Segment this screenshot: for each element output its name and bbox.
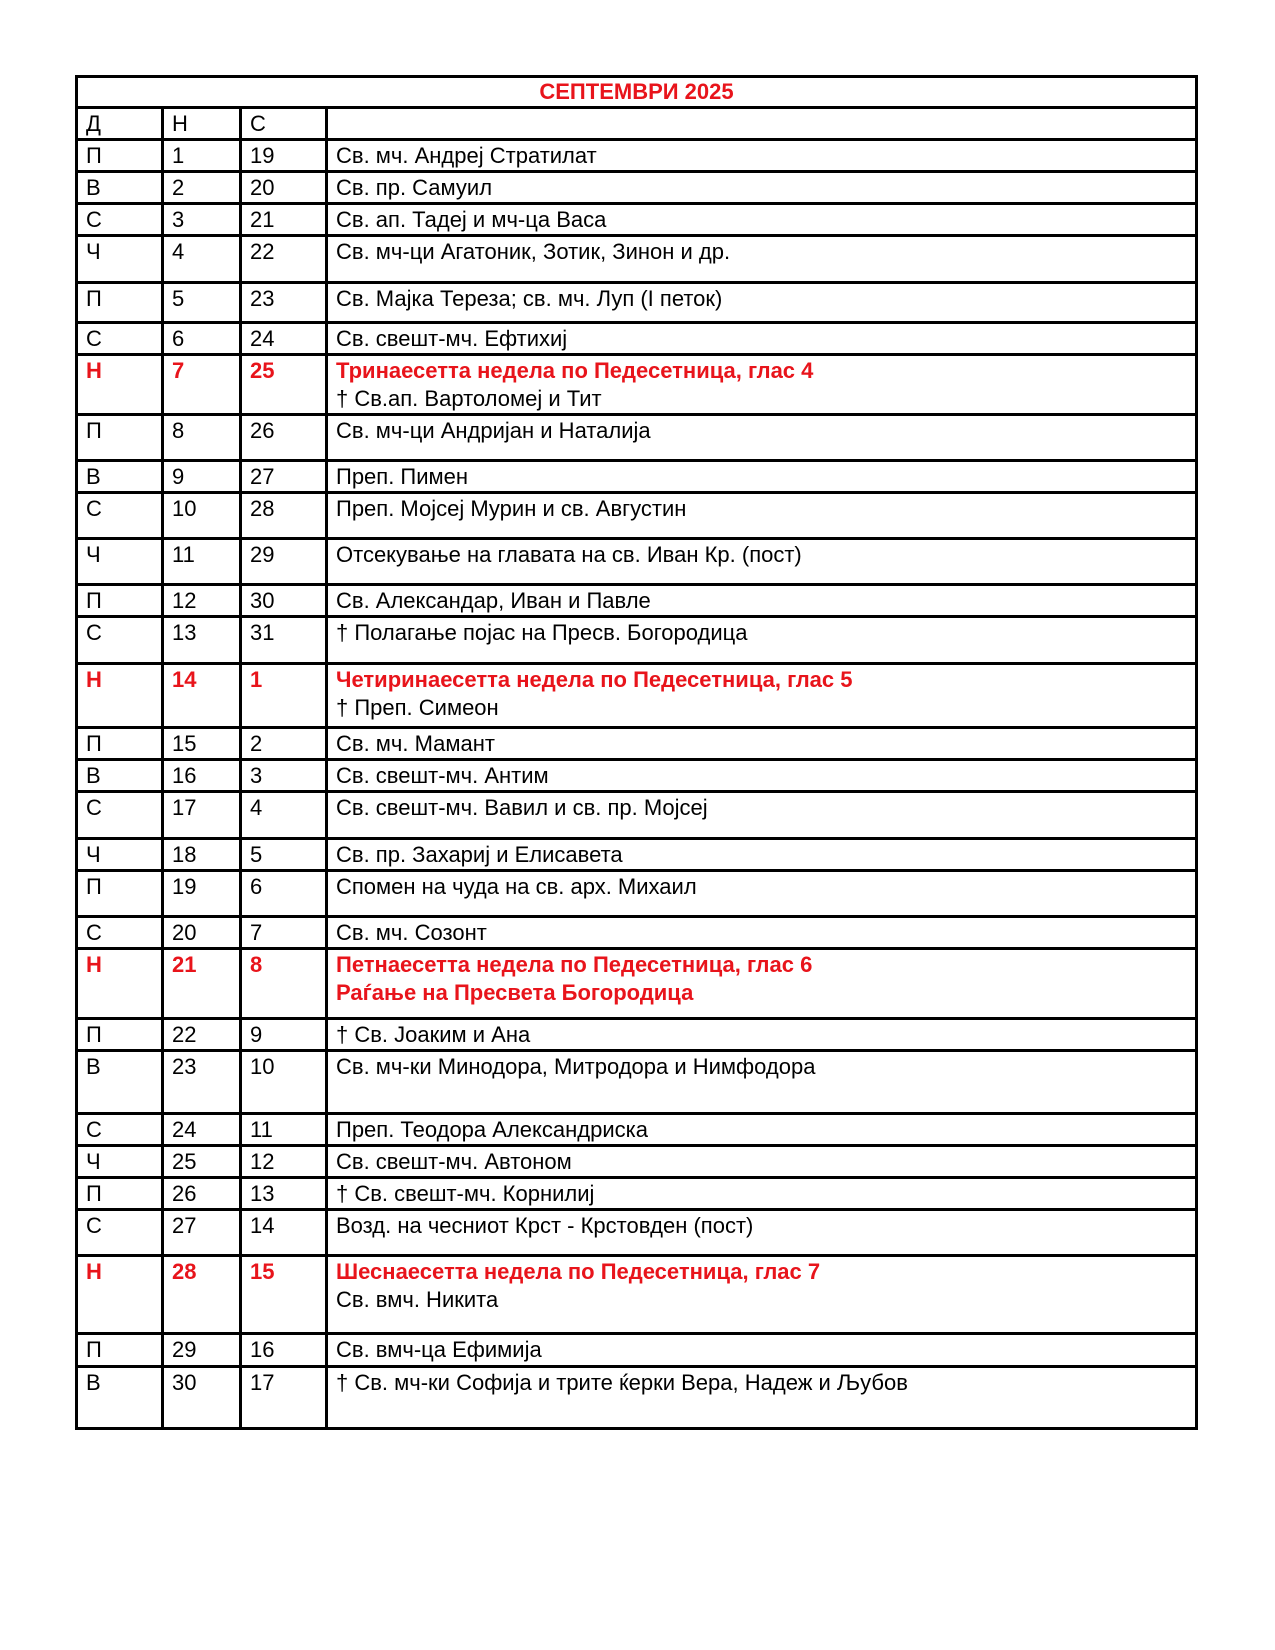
description-cell (327, 1019, 1197, 1051)
description-line: Петнаесетта недела по Педесетница, глас 6 (336, 952, 813, 977)
calendar-row (77, 323, 1197, 355)
calendar-row (77, 539, 1197, 585)
new-date-cell: 20 (163, 917, 241, 949)
description-line: † Св. свешт-мч. Корнилиј (336, 1181, 595, 1206)
new-date-cell: 29 (163, 1334, 241, 1367)
header-row (77, 108, 1197, 140)
description-line: † Св. мч-ки Софија и трите ќерки Вера, Надеж и Љубов (336, 1370, 908, 1395)
description-line: † Полагање појас на Пресв. Богородица (336, 620, 748, 645)
description-line: Св. пр. Самуил (336, 175, 493, 200)
calendar-row (77, 792, 1197, 839)
new-date-cell: 3 (163, 204, 241, 236)
description-cell (327, 140, 1197, 172)
day-cell: С (77, 1114, 163, 1146)
day-cell: С (77, 1210, 163, 1256)
calendar-table (75, 75, 1198, 1430)
old-date-cell: 23 (241, 283, 327, 323)
day-cell: С (77, 204, 163, 236)
new-date-cell: 17 (163, 792, 241, 839)
old-date-cell: 22 (241, 236, 327, 283)
calendar-row (77, 1256, 1197, 1334)
day-cell: Ч (77, 1146, 163, 1178)
description-line: Преп. Теодора Александриска (336, 1117, 648, 1142)
description-cell (327, 236, 1197, 283)
old-date-cell: 6 (241, 871, 327, 917)
new-date-cell: 8 (163, 415, 241, 461)
old-date-cell: 8 (241, 949, 327, 1019)
description-cell (327, 1367, 1197, 1429)
description-cell (327, 617, 1197, 664)
description-cell (327, 760, 1197, 792)
description-line: Св. пр. Захариј и Елисавета (336, 842, 623, 867)
calendar-row (77, 415, 1197, 461)
description-line: Св. мч. Созонт (336, 920, 487, 945)
description-cell (327, 283, 1197, 323)
day-cell: П (77, 728, 163, 760)
description-cell (327, 585, 1197, 617)
calendar-row (77, 1051, 1197, 1114)
description-line: Св. свешт-мч. Ефтихиј (336, 326, 568, 351)
day-cell: Ч (77, 539, 163, 585)
description-cell (327, 949, 1197, 1019)
description-line: Св. мч-ки Минодора, Митродора и Нимфодора (336, 1054, 816, 1079)
day-cell: П (77, 1334, 163, 1367)
calendar-row (77, 172, 1197, 204)
description-line: Преп. Мојсеј Мурин и св. Августин (336, 496, 687, 521)
description-cell (327, 1178, 1197, 1210)
old-date-cell: 25 (241, 355, 327, 415)
old-date-cell: 24 (241, 323, 327, 355)
description-cell (327, 1334, 1197, 1367)
description-cell (327, 172, 1197, 204)
description-line: Четиринаесетта недела по Педесетница, глас 5 (336, 667, 853, 692)
description-line: Св. свешт-мч. Автоном (336, 1149, 572, 1174)
description-subline: Раѓање на Пресвета Богородица (336, 980, 694, 1005)
day-cell: С (77, 917, 163, 949)
new-date-cell: 21 (163, 949, 241, 1019)
title-row (77, 77, 1197, 108)
description-cell (327, 1256, 1197, 1334)
description-cell (327, 728, 1197, 760)
day-cell: В (77, 461, 163, 493)
description-subline: † Преп. Симеон (336, 695, 499, 720)
description-line: Преп. Пимен (336, 464, 469, 489)
description-line: Св. Александар, Иван и Павле (336, 588, 651, 613)
new-date-cell: 10 (163, 493, 241, 539)
description-cell (327, 461, 1197, 493)
new-date-cell: 25 (163, 1146, 241, 1178)
new-date-cell: 12 (163, 585, 241, 617)
old-date-cell: 1 (241, 664, 327, 728)
day-cell: П (77, 1019, 163, 1051)
description-cell (327, 1114, 1197, 1146)
old-date-cell: 5 (241, 839, 327, 871)
old-date-cell: 20 (241, 172, 327, 204)
description-cell (327, 355, 1197, 415)
day-cell: В (77, 172, 163, 204)
calendar-row (77, 461, 1197, 493)
new-date-cell: 30 (163, 1367, 241, 1429)
day-cell: П (77, 1178, 163, 1210)
calendar-row (77, 1114, 1197, 1146)
header-description (327, 108, 1197, 140)
description-line: Св. вмч-ца Ефимија (336, 1337, 542, 1362)
old-date-cell: 26 (241, 415, 327, 461)
new-date-cell: 4 (163, 236, 241, 283)
description-line: † Св. Јоаким и Ана (336, 1022, 531, 1047)
new-date-cell: 28 (163, 1256, 241, 1334)
old-date-cell: 15 (241, 1256, 327, 1334)
header-day: Д (77, 108, 163, 140)
new-date-cell: 22 (163, 1019, 241, 1051)
description-line: Св. ап. Тадеј и мч-ца Васа (336, 207, 607, 232)
new-date-cell: 27 (163, 1210, 241, 1256)
old-date-cell: 28 (241, 493, 327, 539)
old-date-cell: 2 (241, 728, 327, 760)
day-cell: Н (77, 664, 163, 728)
calendar-row (77, 236, 1197, 283)
day-cell: П (77, 585, 163, 617)
day-cell: С (77, 617, 163, 664)
day-cell: Ч (77, 236, 163, 283)
day-cell: Н (77, 1256, 163, 1334)
calendar-row (77, 617, 1197, 664)
old-date-cell: 3 (241, 760, 327, 792)
calendar-row (77, 493, 1197, 539)
calendar-row (77, 1178, 1197, 1210)
new-date-cell: 11 (163, 539, 241, 585)
description-cell (327, 839, 1197, 871)
calendar-row (77, 355, 1197, 415)
new-date-cell: 18 (163, 839, 241, 871)
description-line: Св. мч. Мамант (336, 731, 496, 756)
calendar-row (77, 1146, 1197, 1178)
new-date-cell: 7 (163, 355, 241, 415)
old-date-cell: 21 (241, 204, 327, 236)
old-date-cell: 19 (241, 140, 327, 172)
new-date-cell: 26 (163, 1178, 241, 1210)
description-line: Св. свешт-мч. Антим (336, 763, 549, 788)
calendar-row (77, 664, 1197, 728)
old-date-cell: 7 (241, 917, 327, 949)
old-date-cell: 17 (241, 1367, 327, 1429)
calendar-row (77, 585, 1197, 617)
day-cell: П (77, 283, 163, 323)
old-date-cell: 27 (241, 461, 327, 493)
description-line: Тринаесетта недела по Педесетница, глас 4 (336, 358, 814, 383)
new-date-cell: 23 (163, 1051, 241, 1114)
description-cell (327, 204, 1197, 236)
day-cell: В (77, 1367, 163, 1429)
old-date-cell: 14 (241, 1210, 327, 1256)
day-cell: В (77, 760, 163, 792)
day-cell: П (77, 140, 163, 172)
description-cell (327, 917, 1197, 949)
description-cell (327, 792, 1197, 839)
calendar-title: СЕПТЕМВРИ 2025 (77, 77, 1197, 108)
new-date-cell: 1 (163, 140, 241, 172)
calendar-row (77, 1210, 1197, 1256)
description-line: Св. мч. Андреј Стратилат (336, 143, 597, 168)
new-date-cell: 14 (163, 664, 241, 728)
day-cell: Н (77, 949, 163, 1019)
old-date-cell: 31 (241, 617, 327, 664)
description-cell (327, 1146, 1197, 1178)
new-date-cell: 24 (163, 1114, 241, 1146)
old-date-cell: 10 (241, 1051, 327, 1114)
new-date-cell: 16 (163, 760, 241, 792)
description-cell (327, 1210, 1197, 1256)
description-cell (327, 1051, 1197, 1114)
new-date-cell: 13 (163, 617, 241, 664)
day-cell: С (77, 323, 163, 355)
header-old-date: С (241, 108, 327, 140)
day-cell: В (77, 1051, 163, 1114)
old-date-cell: 9 (241, 1019, 327, 1051)
old-date-cell: 13 (241, 1178, 327, 1210)
description-subline: Св. вмч. Никита (336, 1287, 499, 1312)
calendar-row (77, 204, 1197, 236)
description-line: Св. Мајка Тереза; св. мч. Луп (I петок) (336, 286, 723, 311)
day-cell: Н (77, 355, 163, 415)
day-cell: С (77, 792, 163, 839)
header-new-date: Н (163, 108, 241, 140)
calendar-row (77, 1334, 1197, 1367)
description-line: Шеснаесетта недела по Педесетница, глас 7 (336, 1259, 821, 1284)
new-date-cell: 5 (163, 283, 241, 323)
new-date-cell: 6 (163, 323, 241, 355)
day-cell: П (77, 871, 163, 917)
description-line: Спомен на чуда на св. арх. Михаил (336, 874, 697, 899)
calendar-row (77, 917, 1197, 949)
old-date-cell: 4 (241, 792, 327, 839)
calendar-row (77, 760, 1197, 792)
description-line: Св. мч-ци Андријан и Наталија (336, 418, 651, 443)
calendar-row (77, 1019, 1197, 1051)
description-cell (327, 664, 1197, 728)
description-line: Возд. на чесниот Крст - Крстовден (пост) (336, 1213, 754, 1238)
new-date-cell: 9 (163, 461, 241, 493)
description-line: Св. свешт-мч. Вавил и св. пр. Мојсеј (336, 795, 708, 820)
description-cell (327, 323, 1197, 355)
day-cell: С (77, 493, 163, 539)
calendar-row (77, 839, 1197, 871)
description-cell (327, 539, 1197, 585)
day-cell: П (77, 415, 163, 461)
calendar-row (77, 1367, 1197, 1429)
calendar-row (77, 871, 1197, 917)
description-line: Отсекување на главата на св. Иван Кр. (пост) (336, 542, 802, 567)
old-date-cell: 12 (241, 1146, 327, 1178)
day-cell: Ч (77, 839, 163, 871)
old-date-cell: 16 (241, 1334, 327, 1367)
description-cell (327, 871, 1197, 917)
new-date-cell: 2 (163, 172, 241, 204)
old-date-cell: 30 (241, 585, 327, 617)
calendar-row (77, 728, 1197, 760)
calendar-row (77, 140, 1197, 172)
description-cell (327, 415, 1197, 461)
new-date-cell: 15 (163, 728, 241, 760)
old-date-cell: 29 (241, 539, 327, 585)
old-date-cell: 11 (241, 1114, 327, 1146)
description-subline: † Св.ап. Вартоломеј и Тит (336, 386, 602, 411)
new-date-cell: 19 (163, 871, 241, 917)
description-cell (327, 493, 1197, 539)
calendar-row (77, 283, 1197, 323)
calendar-row (77, 949, 1197, 1019)
description-line: Св. мч-ци Агатоник, Зотик, Зинон и др. (336, 239, 731, 264)
